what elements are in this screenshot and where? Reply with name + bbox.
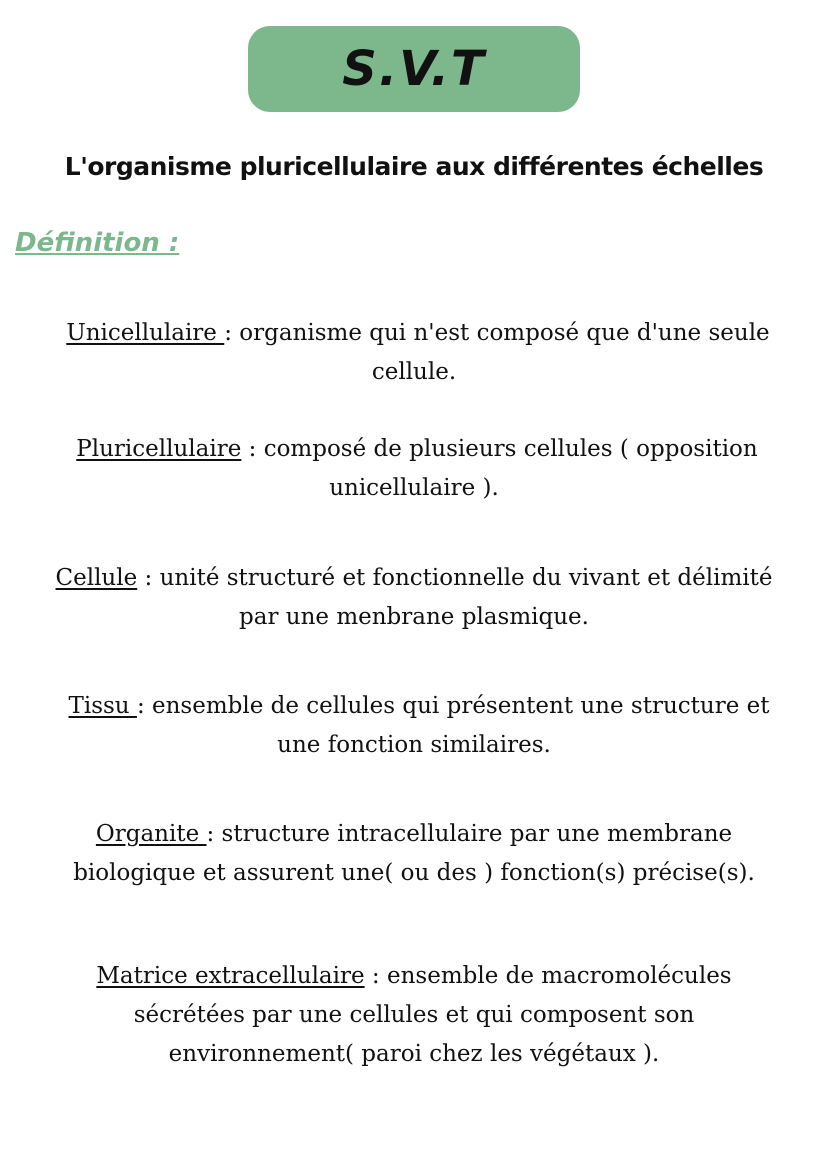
- definition-text: : organisme qui n'est composé que d'une seule: [224, 320, 770, 346]
- definition-text: une fonction similaires.: [277, 732, 551, 758]
- definition-text: sécrétées par une cellules et qui composent son: [133, 1002, 695, 1028]
- definition-organite: [0, 815, 828, 893]
- definition-text: : unité structuré et fonctionnelle du vivant et délimité: [137, 565, 773, 591]
- definition-text: : structure intracellulaire par une membrane: [206, 821, 733, 847]
- definition-term: Pluricellulaire: [76, 436, 242, 462]
- definition-unicellulaire: [0, 314, 828, 392]
- definition-term: Organite: [95, 821, 207, 847]
- definition-term: Unicellulaire: [66, 320, 225, 346]
- definition-term: Tissu: [68, 693, 137, 719]
- definition-text: cellule.: [371, 359, 457, 385]
- definition-text: : composé de plusieurs cellules ( opposition: [241, 436, 758, 462]
- title-banner: [248, 26, 580, 112]
- definition-term: Cellule: [55, 565, 138, 591]
- definition-term: Matrice extracellulaire: [96, 963, 365, 989]
- definition-cellule: [0, 559, 828, 637]
- chapter-subtitle: L'organisme pluricellulaire aux différentes échelles: [64, 152, 764, 181]
- page-title: S.V.T: [342, 41, 486, 97]
- definition-matrice-extracellulaire: [0, 957, 828, 1074]
- definition-pluricellulaire: [0, 430, 828, 508]
- section-heading-definition: Définition :: [15, 228, 180, 258]
- definition-text: environnement( paroi chez les végétaux ).: [168, 1041, 660, 1067]
- definition-text: biologique et assurent une( ou des ) fonction(s) précise(s).: [73, 860, 755, 886]
- definition-tissu: [0, 687, 828, 765]
- definition-text: par une menbrane plasmique.: [239, 604, 589, 630]
- definition-text: : ensemble de macromolécules: [364, 963, 732, 989]
- definition-text: unicellulaire ).: [329, 475, 499, 501]
- definition-text: : ensemble de cellules qui présentent une structure et: [136, 693, 770, 719]
